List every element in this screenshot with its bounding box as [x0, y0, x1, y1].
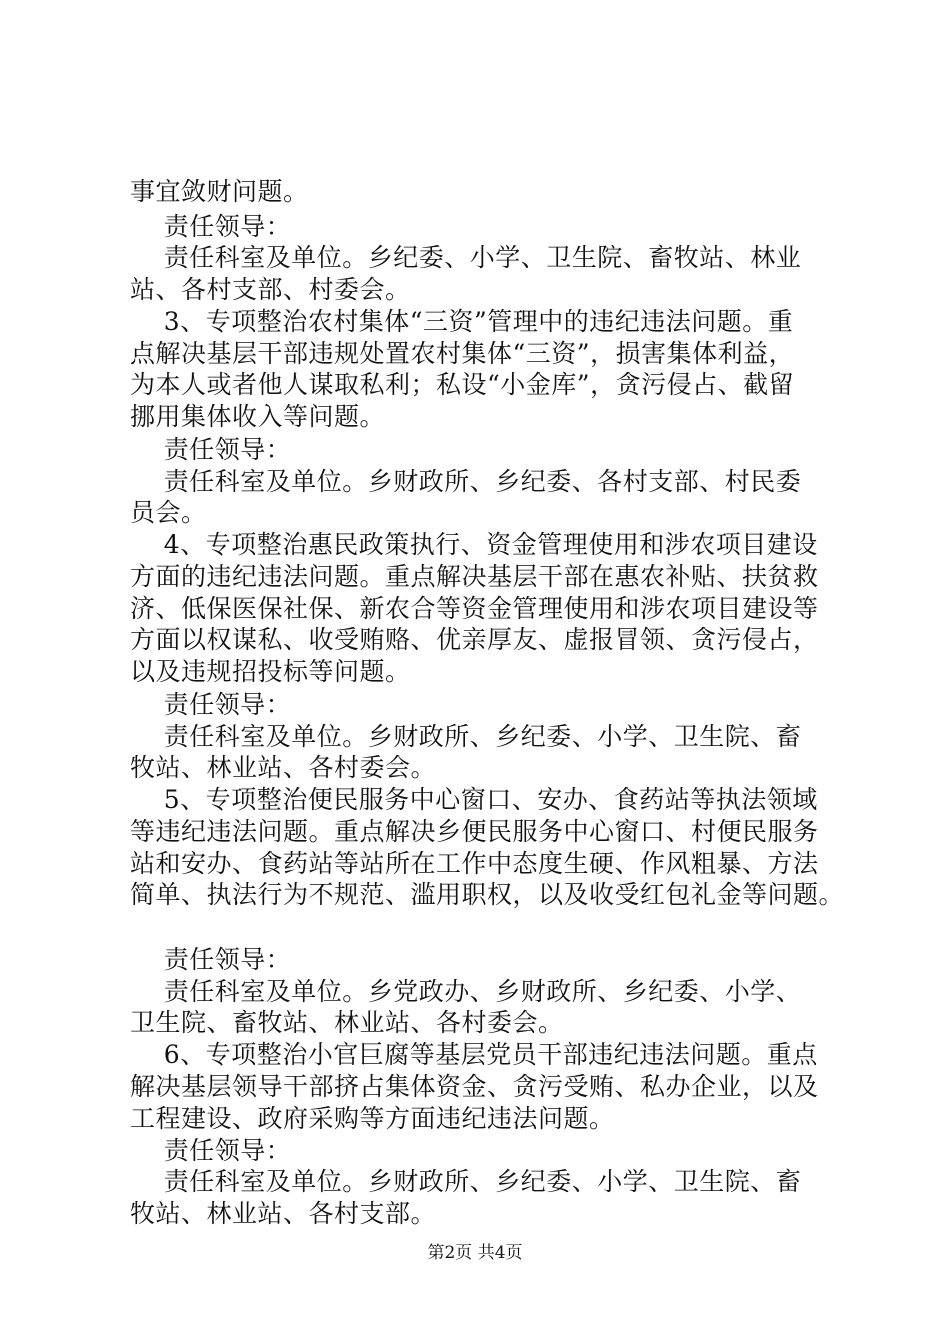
text-line: 责任科室及单位。乡财政所、乡纪委、各村支部、村民委: [130, 467, 802, 496]
text-line: 卫生院、畜牧站、林业站、各村委会。: [130, 1008, 564, 1037]
text-line: 为本人或者他人谋取私利；私设“小金库”，贪污侵占、截留: [130, 370, 795, 399]
text-line: 济、低保医保社保、新农合等资金管理使用和涉农项目建设等: [130, 594, 819, 623]
text-line: 工程建设、政府采购等方面违纪违法问题。: [130, 1104, 615, 1133]
text-line: 简单、执法行为不规范、滥用职权，以及收受红包礼金等问题。: [130, 880, 845, 909]
text-line: 牧站、林业站、各村委会。: [130, 753, 437, 782]
text-line: 牧站、林业站、各村支部。: [130, 1199, 437, 1228]
text-line: 以及违规招投标等问题。: [130, 657, 411, 686]
text-line: 责任科室及单位。乡财政所、乡纪委、小学、卫生院、畜: [130, 722, 802, 751]
text-line: 5、专项整治便民服务中心窗口、安办、食药站等执法领域: [130, 785, 818, 814]
text-line: 解决基层领导干部挤占集体资金、贪污受贿、私办企业，以及: [130, 1072, 819, 1101]
text-line: 3、专项整治农村集体“三资”管理中的违纪违法问题。重: [130, 307, 794, 336]
text-line: 责任领导：: [130, 690, 292, 719]
text-line: 挪用集体收入等问题。: [130, 402, 386, 431]
text-line: 方面的违纪违法问题。重点解决基层干部在惠农补贴、扶贫救: [130, 562, 819, 591]
text-line: 等违纪违法问题。重点解决乡便民服务中心窗口、村便民服务: [130, 817, 819, 846]
text-line: 责任科室及单位。乡财政所、乡纪委、小学、卫生院、畜: [130, 1167, 802, 1196]
text-line: 员会。: [130, 498, 207, 527]
text-line: 责任领导：: [130, 945, 292, 974]
text-line: 事宜敛财问题。: [130, 177, 309, 206]
text-line: 站和安办、食药站等站所在工作中态度生硬、作风粗暴、方法: [130, 849, 819, 878]
text-line: 责任科室及单位。乡党政办、乡财政所、乡纪委、小学、: [130, 977, 802, 1006]
text-line: 4、专项整治惠民政策执行、资金管理使用和涉农项目建设: [130, 530, 818, 559]
text-line: 点解决基层干部违规处置农村集体“三资”，损害集体利益，: [130, 339, 795, 368]
text-line: 责任科室及单位。乡纪委、小学、卫生院、畜牧站、林业: [130, 243, 802, 272]
text-line: 6、专项整治小官巨腐等基层党员干部违纪违法问题。重点: [130, 1040, 818, 1069]
text-line: 方面以权谋私、收受贿赂、优亲厚友、虚报冒领、贪污侵占，: [130, 625, 819, 654]
page-number-footer: 第2页 共4页: [427, 1243, 523, 1263]
text-line: 站、各村支部、村委会。: [130, 275, 411, 304]
text-line: 责任领导：: [130, 435, 292, 464]
text-line: 责任领导：: [130, 1136, 292, 1165]
text-line: 责任领导：: [130, 212, 292, 241]
